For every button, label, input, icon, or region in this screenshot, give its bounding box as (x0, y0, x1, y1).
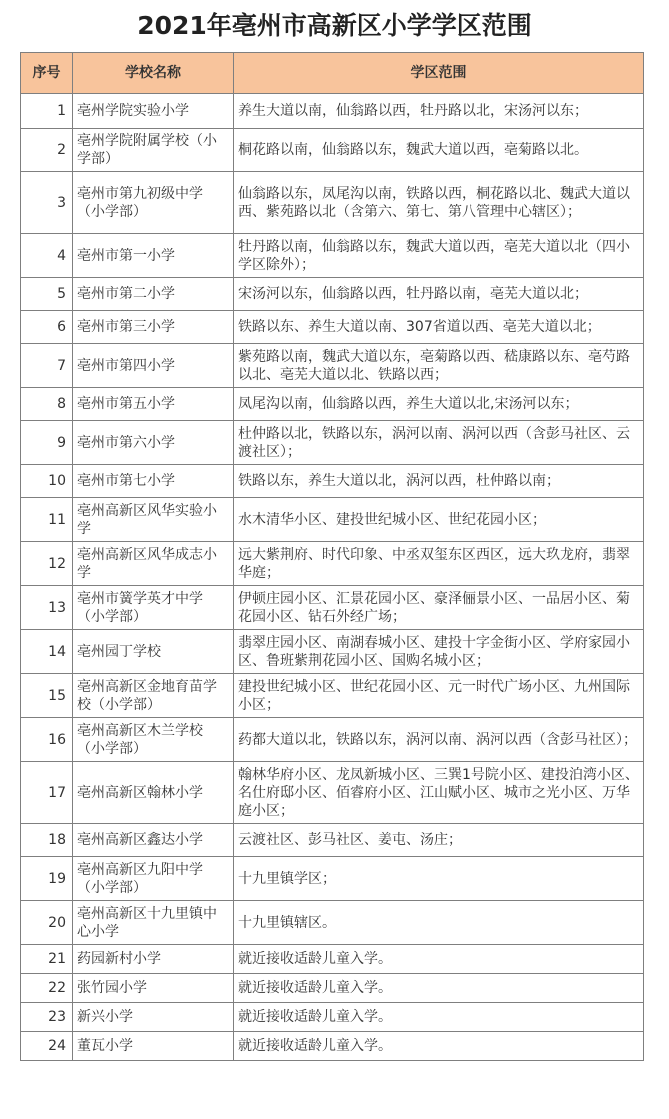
cell-no: 4 (21, 234, 73, 278)
cell-school: 亳州市第七小学 (73, 465, 234, 498)
cell-school: 张竹园小学 (73, 974, 234, 1003)
cell-no: 16 (21, 718, 73, 762)
cell-no: 12 (21, 542, 73, 586)
table-row (21, 94, 644, 129)
cell-no: 22 (21, 974, 73, 1003)
cell-school: 亳州高新区木兰学校（小学部） (73, 718, 234, 762)
cell-range: 水木清华小区、建投世纪城小区、世纪花园小区； (234, 498, 644, 542)
cell-no: 8 (21, 388, 73, 421)
table-row (21, 1003, 644, 1032)
cell-school: 亳州市第三小学 (73, 311, 234, 344)
cell-no: 20 (21, 901, 73, 945)
cell-no: 9 (21, 421, 73, 465)
cell-no: 5 (21, 278, 73, 311)
cell-school: 亳州市第九初级中学（小学部） (73, 172, 234, 234)
table-row (21, 1032, 644, 1061)
header-school: 学校名称 (73, 53, 234, 94)
cell-range: 建投世纪城小区、世纪花园小区、元一时代广场小区、九州国际小区； (234, 674, 644, 718)
header-range: 学区范围 (234, 53, 644, 94)
table-row (21, 824, 644, 857)
cell-range: 翰林华府小区、龙凤新城小区、三巽1号院小区、建投泊湾小区、名仕府邸小区、佰睿府小区、江山赋小区、城市之光小区、万华庭小区； (234, 762, 644, 824)
cell-school: 亳州市第六小学 (73, 421, 234, 465)
cell-range: 远大紫荆府、时代印象、中丞双玺东区西区，远大玖龙府，翡翠华庭； (234, 542, 644, 586)
cell-range: 药都大道以北，铁路以东，涡河以南、涡河以西（含彭马社区）； (234, 718, 644, 762)
cell-range: 铁路以东，养生大道以北，涡河以西，杜仲路以南； (234, 465, 644, 498)
cell-school: 亳州市第五小学 (73, 388, 234, 421)
table-row (21, 234, 644, 278)
cell-school: 亳州高新区金地育苗学校（小学部） (73, 674, 234, 718)
cell-no: 19 (21, 857, 73, 901)
cell-school: 亳州市第四小学 (73, 344, 234, 388)
table-row (21, 421, 644, 465)
cell-no: 14 (21, 630, 73, 674)
table-row (21, 901, 644, 945)
cell-range: 就近接收适龄儿童入学。 (234, 1003, 644, 1032)
cell-school: 亳州高新区十九里镇中心小学 (73, 901, 234, 945)
cell-range: 紫苑路以南，魏武大道以东，亳菊路以西、嵇康路以东、亳芍路以北、亳芜大道以北、铁路以西； (234, 344, 644, 388)
cell-school: 亳州高新区九阳中学（小学部） (73, 857, 234, 901)
cell-school: 亳州高新区风华实验小学 (73, 498, 234, 542)
cell-school: 亳州学院实验小学 (73, 94, 234, 129)
cell-range: 宋汤河以东，仙翁路以西，牡丹路以南，亳芜大道以北； (234, 278, 644, 311)
table-row (21, 974, 644, 1003)
table-row (21, 344, 644, 388)
cell-range: 十九里镇辖区。 (234, 901, 644, 945)
cell-range: 伊顿庄园小区、汇景花园小区、豪泽俪景小区、一品居小区、菊花园小区、钻石外经广场； (234, 586, 644, 630)
table-row (21, 129, 644, 172)
cell-no: 18 (21, 824, 73, 857)
table-row (21, 498, 644, 542)
table-row (21, 278, 644, 311)
page-title: 2021年亳州市高新区小学学区范围 (137, 11, 532, 40)
cell-range: 凤尾沟以南，仙翁路以西，养生大道以北,宋汤河以东； (234, 388, 644, 421)
cell-range: 就近接收适龄儿童入学。 (234, 974, 644, 1003)
table-row (21, 674, 644, 718)
cell-range: 就近接收适龄儿童入学。 (234, 945, 644, 974)
cell-no: 3 (21, 172, 73, 234)
table-row (21, 172, 644, 234)
table-row (21, 762, 644, 824)
table-row (21, 465, 644, 498)
cell-no: 24 (21, 1032, 73, 1061)
cell-range: 桐花路以南，仙翁路以东，魏武大道以西，亳菊路以北。 (234, 129, 644, 172)
table-row (21, 311, 644, 344)
cell-no: 23 (21, 1003, 73, 1032)
cell-school: 药园新村小学 (73, 945, 234, 974)
cell-school: 新兴小学 (73, 1003, 234, 1032)
table-row (21, 542, 644, 586)
table-row (21, 857, 644, 901)
table-body (21, 94, 644, 1061)
cell-school: 亳州高新区鑫达小学 (73, 824, 234, 857)
cell-range: 铁路以东、养生大道以南、307省道以西、亳芜大道以北； (234, 311, 644, 344)
cell-range: 翡翠庄园小区、南湖春城小区、建投十字金街小区、学府家园小区、鲁班紫荆花园小区、国购名城小区； (234, 630, 644, 674)
cell-no: 17 (21, 762, 73, 824)
table-row (21, 388, 644, 421)
cell-no: 2 (21, 129, 73, 172)
cell-school: 亳州高新区翰林小学 (73, 762, 234, 824)
header-no: 序号 (21, 53, 73, 94)
school-district-table (20, 52, 644, 1061)
cell-range: 杜仲路以北，铁路以东，涡河以南、涡河以西（含彭马社区、云渡社区）； (234, 421, 644, 465)
cell-range: 云渡社区、彭马社区、姜屯、汤庄； (234, 824, 644, 857)
cell-range: 养生大道以南，仙翁路以西，牡丹路以北，宋汤河以东； (234, 94, 644, 129)
table-header-row (21, 53, 644, 94)
table-row (21, 718, 644, 762)
cell-school: 亳州市簧学英才中学（小学部） (73, 586, 234, 630)
cell-no: 11 (21, 498, 73, 542)
cell-school: 董瓦小学 (73, 1032, 234, 1061)
cell-range: 十九里镇学区； (234, 857, 644, 901)
table-row (21, 586, 644, 630)
cell-range: 牡丹路以南，仙翁路以东，魏武大道以西，亳芜大道以北（四小学区除外）； (234, 234, 644, 278)
cell-range: 就近接收适龄儿童入学。 (234, 1032, 644, 1061)
cell-school: 亳州市第二小学 (73, 278, 234, 311)
cell-no: 7 (21, 344, 73, 388)
cell-no: 13 (21, 586, 73, 630)
cell-no: 6 (21, 311, 73, 344)
cell-school: 亳州高新区风华成志小学 (73, 542, 234, 586)
cell-range: 仙翁路以东，凤尾沟以南，铁路以西，桐花路以北、魏武大道以西、紫苑路以北（含第六、第七、第八管理中心辖区）； (234, 172, 644, 234)
cell-school: 亳州园丁学校 (73, 630, 234, 674)
cell-no: 21 (21, 945, 73, 974)
table-row (21, 630, 644, 674)
table-row (21, 945, 644, 974)
cell-school: 亳州学院附属学校（小学部） (73, 129, 234, 172)
cell-no: 15 (21, 674, 73, 718)
cell-no: 10 (21, 465, 73, 498)
cell-no: 1 (21, 94, 73, 129)
cell-school: 亳州市第一小学 (73, 234, 234, 278)
